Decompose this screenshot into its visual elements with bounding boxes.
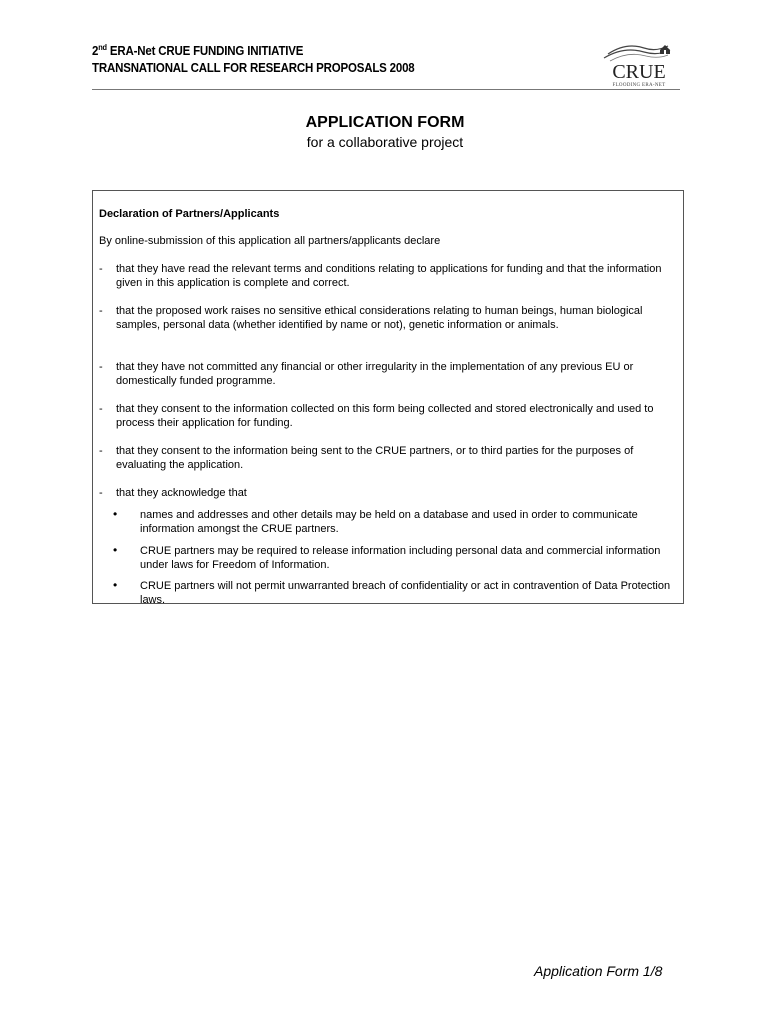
declaration-bullet-text: CRUE partners will not permit unwarranted breach of confidentiality or act in contravention of Data Protection laws. bbox=[140, 580, 671, 606]
declaration-item bbox=[99, 402, 679, 430]
declaration-box bbox=[92, 190, 684, 604]
declaration-bullet-text: names and addresses and other details may be held on a database and used in order to communicate information amongst the CRUE partners. bbox=[140, 509, 638, 535]
logo-wordmark: CRUE bbox=[612, 61, 666, 83]
header-ordinal-suffix: nd bbox=[98, 43, 107, 52]
page-subtitle: for a collaborative project bbox=[306, 134, 464, 150]
declaration-item bbox=[99, 262, 679, 290]
logo-tagline: FLOODING ERA-NET bbox=[612, 83, 666, 88]
page-title: APPLICATION FORM bbox=[305, 114, 465, 131]
declaration-item bbox=[99, 360, 679, 388]
bullet-marker: • bbox=[113, 543, 118, 557]
declaration-bullet bbox=[113, 544, 679, 572]
dash-marker: - bbox=[99, 361, 103, 373]
header-title-line2: TRANSNATIONAL CALL FOR RESEARCH PROPOSALS 2008 bbox=[92, 61, 415, 75]
declaration-item-text: that they acknowledge that bbox=[116, 487, 247, 499]
declaration-item-text: that the proposed work raises no sensitive ethical considerations relating to human beings, human biological samples, personal data (whether identified by name or not), genetic information or animals. bbox=[116, 305, 643, 331]
dash-marker: - bbox=[99, 487, 103, 499]
declaration-bullet-text: CRUE partners may be required to release information including personal data and commercial information under laws for Freedom of Information. bbox=[140, 545, 661, 571]
dash-marker: - bbox=[99, 263, 103, 275]
header-initiative: ERA-Net CRUE FUNDING INITIATIVE bbox=[106, 44, 304, 58]
dash-marker: - bbox=[99, 305, 103, 317]
declaration-item-text: that they consent to the information being sent to the CRUE partners, or to third parties for the purposes of evaluating the application. bbox=[116, 445, 634, 471]
declaration-intro: By online-submission of this application all partners/applicants declare bbox=[99, 235, 441, 247]
header-ordinal: 2 bbox=[92, 44, 99, 58]
declaration-bullet bbox=[113, 508, 679, 536]
page-footer: Application Form 1/8 bbox=[534, 963, 663, 979]
declaration-item bbox=[99, 304, 679, 332]
dash-marker: - bbox=[99, 445, 103, 457]
declaration-item-text: that they have not committed any financial or other irregularity in the implementation of any previous EU or domestically funded programme. bbox=[116, 361, 634, 387]
declaration-item bbox=[99, 444, 679, 472]
header-title-line1 bbox=[92, 44, 303, 58]
dash-marker: - bbox=[99, 403, 103, 415]
bullet-marker: • bbox=[113, 578, 118, 592]
declaration-item-text: that they have read the relevant terms and conditions relating to applications for funding and that the information given in this application is complete and correct. bbox=[116, 263, 662, 289]
crue-logo bbox=[598, 38, 680, 88]
declaration-heading: Declaration of Partners/Applicants bbox=[99, 208, 280, 220]
declaration-item-text: that they consent to the information collected on this form being collected and stored electronically and used to process their application for funding. bbox=[116, 403, 654, 429]
declaration-bullet bbox=[113, 579, 679, 607]
bullet-marker: • bbox=[113, 507, 118, 521]
declaration-item bbox=[99, 486, 679, 500]
header-divider bbox=[92, 89, 680, 90]
